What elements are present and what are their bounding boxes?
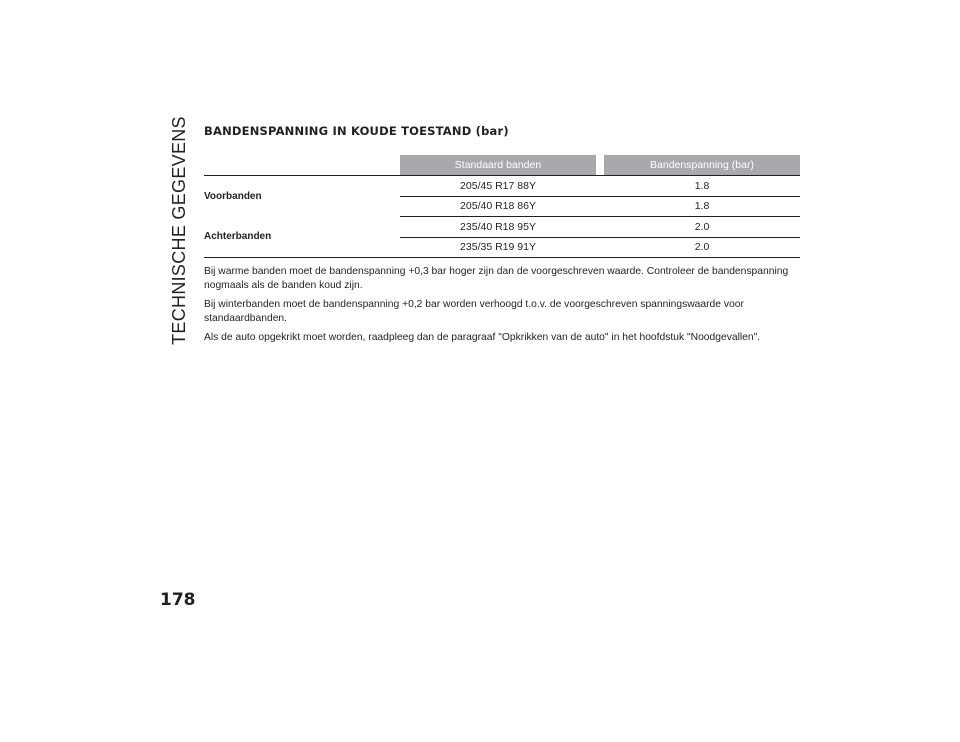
note-jacking: Als de auto opgekrikt moet worden, raadpleeg dan de paragraaf "Opkrikken van de auto" in het hoofdstuk "Noodgevallen". — [204, 332, 761, 343]
tyre-size-cell: 205/45 R17 88Y — [400, 176, 596, 197]
note-winter-tyres: Bij winterbanden moet de bandenspanning +0,2 bar worden verhoogd t.o.v. de voorgeschreven spanningswaarde voor standaardbanden. — [204, 299, 744, 324]
tyre-pressure-cell: 2.0 — [604, 217, 800, 238]
group-label-rear: Achterbanden — [204, 217, 400, 258]
header-gap — [596, 155, 604, 176]
tyre-pressure-cell: 2.0 — [604, 237, 800, 258]
tyre-size-cell: 205/40 R18 86Y — [400, 196, 596, 217]
table-header-row — [204, 155, 800, 176]
tyre-pressure-table — [204, 155, 800, 258]
table-row — [204, 217, 800, 238]
note-warm-tyres: Bij warme banden moet de bandenspanning +0,3 bar hoger zijn dan de voorgeschreven waarde. Controleer de bandenspanning nogmaals als de banden koud zijn. — [204, 266, 789, 291]
page-content — [204, 124, 800, 351]
section-title: BANDENSPANNING IN KOUDE TOESTAND (bar) — [204, 124, 509, 138]
header-tyre-pressure: Bandenspanning (bar) — [604, 155, 800, 176]
tyre-size-cell: 235/35 R19 91Y — [400, 237, 596, 258]
table-row — [204, 176, 800, 197]
group-label-front: Voorbanden — [204, 190, 262, 202]
page-number: 178 — [160, 590, 196, 610]
tyre-pressure-cell: 1.8 — [604, 176, 800, 197]
tyre-size-cell: 235/40 R18 95Y — [400, 217, 596, 238]
header-standard-tyres: Standaard banden — [400, 155, 596, 176]
notes-section — [204, 265, 800, 345]
header-blank-cell — [204, 155, 400, 176]
chapter-side-title — [165, 115, 193, 345]
chapter-title-text: TECHNISCHE GEGEVENS — [168, 115, 189, 345]
tyre-pressure-cell: 1.8 — [604, 196, 800, 217]
